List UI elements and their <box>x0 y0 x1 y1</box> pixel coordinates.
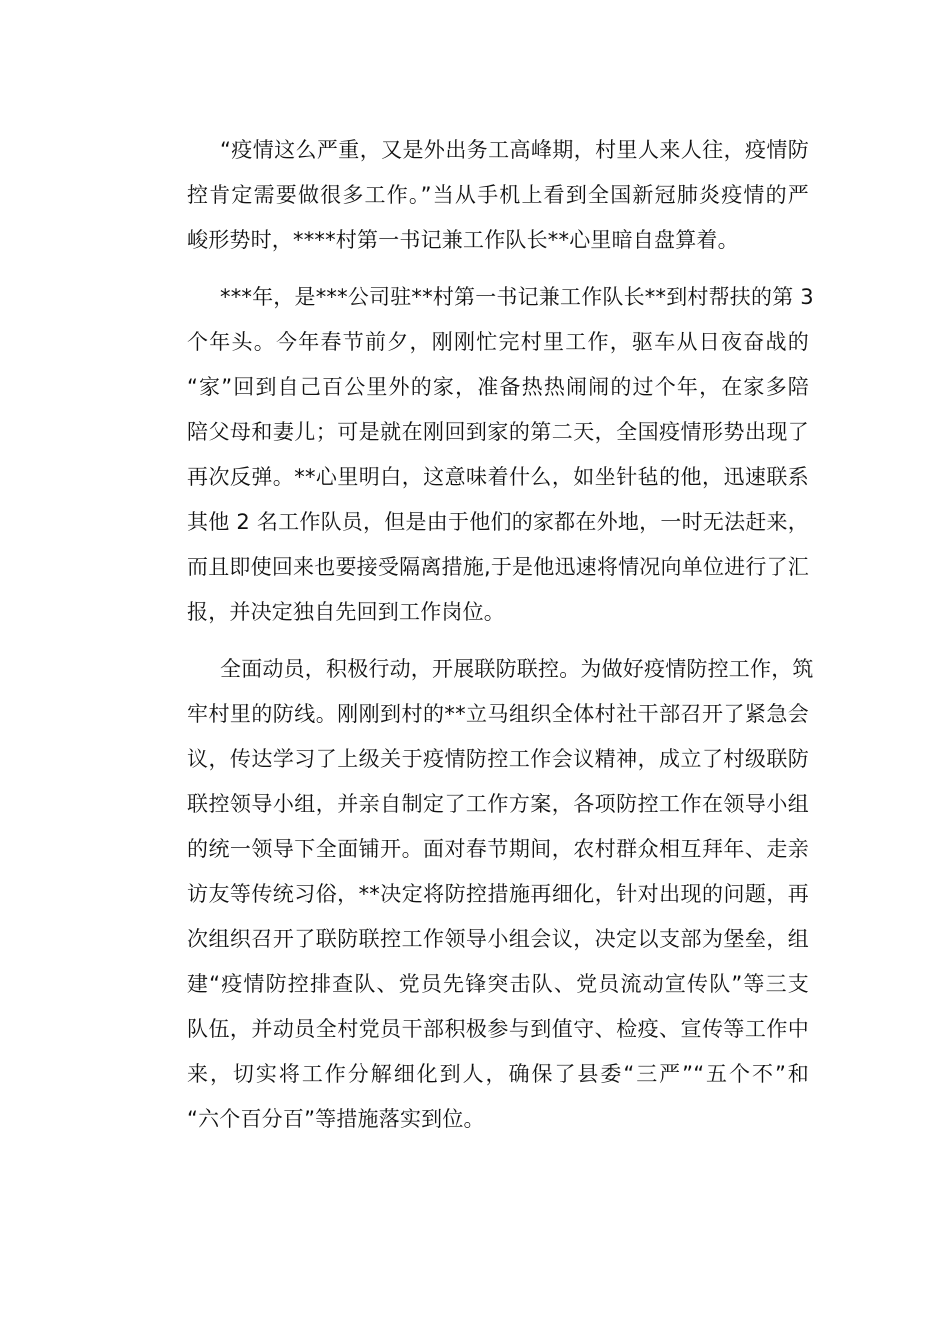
document-body <box>145 128 814 1142</box>
text-line: 来，切实将工作分解细化到人，确保了县委“三严”“五个不”和 <box>187 1062 809 1086</box>
paragraph-2 <box>145 275 814 635</box>
text-line: ***年，是***公司驻**村第一书记兼工作队长**到村帮扶的第 3 <box>220 285 814 309</box>
text-line: 次组织召开了联防联控工作领导小组会议，决定以支部为堡垒，组 <box>187 927 809 951</box>
text-line: 个年头。今年春节前夕，刚刚忙完村里工作，驱车从日夜奋战的 <box>187 330 809 354</box>
text-line: “家”回到自己百公里外的家，准备热热闹闹的过个年，在家多陪 <box>187 375 809 399</box>
text-line: 再次反弹。**心里明白，这意味着什么，如坐针毡的他，迅速联系 <box>187 465 809 489</box>
text-line: “疫情这么严重，又是外出务工高峰期，村里人来人往，疫情防 <box>220 138 809 162</box>
text-line: 其他 2 名工作队员，但是由于他们的家都在外地，一时无法赶来， <box>187 510 809 534</box>
text-line: 访友等传统习俗，**决定将防控措施再细化，针对出现的问题，再 <box>187 882 809 906</box>
text-line: 队伍，并动员全村党员干部积极参与到值守、检疫、宣传等工作中 <box>187 1017 809 1041</box>
text-line: 联控领导小组，并亲自制定了工作方案，各项防控工作在领导小组 <box>187 792 809 816</box>
text-line: 峻形势时，****村第一书记兼工作队长**心里暗自盘算着。 <box>187 228 739 252</box>
text-line: 牢村里的防线。刚刚到村的**立马组织全体村社干部召开了紧急会 <box>187 702 809 726</box>
text-line: 议，传达学习了上级关于疫情防控工作会议精神，成立了村级联防 <box>187 747 809 771</box>
text-line: 控肯定需要做很多工作。”当从手机上看到全国新冠肺炎疫情的严 <box>187 183 809 207</box>
text-line: 陪父母和妻儿；可是就在刚回到家的第二天，全国疫情形势出现了 <box>187 420 809 444</box>
text-line: 建“疫情防控排查队、党员先锋突击队、党员流动宣传队”等三支 <box>187 972 809 996</box>
text-line: 报，并决定独自先回到工作岗位。 <box>187 600 505 624</box>
text-line: “六个百分百”等措施落实到位。 <box>187 1107 485 1131</box>
paragraph-3 <box>145 647 814 1142</box>
text-line: 而且即使回来也要接受隔离措施,于是他迅速将情况向单位进行了汇 <box>187 555 809 579</box>
text-line: 全面动员，积极行动，开展联防联控。为做好疫情防控工作，筑 <box>220 657 814 681</box>
paragraph-1 <box>145 128 809 263</box>
text-line: 的统一领导下全面铺开。面对春节期间，农村群众相互拜年、走亲 <box>187 837 809 861</box>
